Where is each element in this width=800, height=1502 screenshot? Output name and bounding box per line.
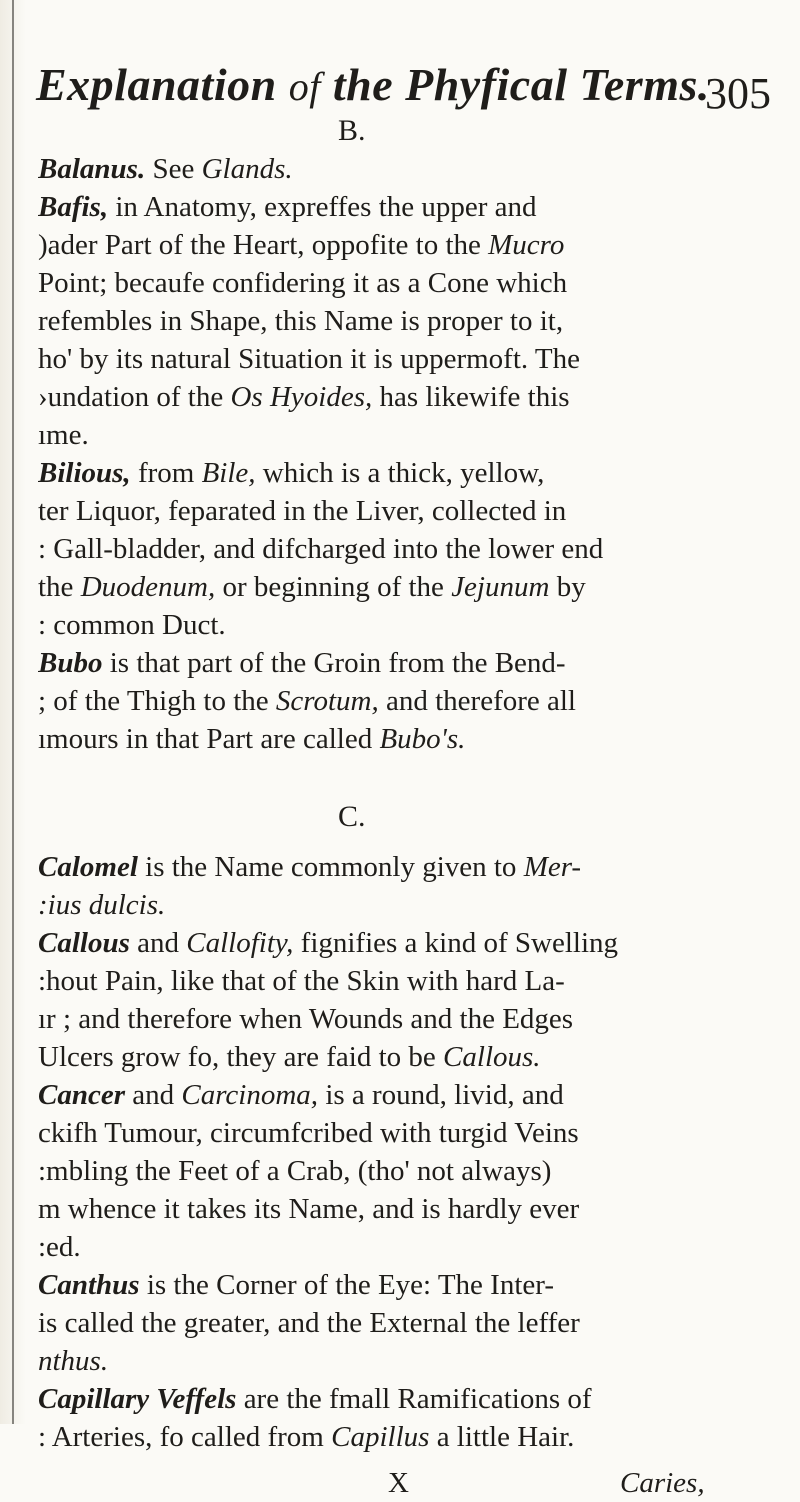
section-letter-c: C. bbox=[338, 800, 366, 833]
line-text: : Gall-bladder, and difcharged into the lower end bbox=[38, 533, 604, 565]
text-line bbox=[38, 226, 798, 264]
line-text: : common Duct. bbox=[38, 609, 226, 641]
line-text: the bbox=[38, 571, 81, 603]
text-line bbox=[38, 1380, 798, 1418]
italic-word: nthus. bbox=[38, 1345, 109, 1377]
italic-word: Jejunum bbox=[451, 571, 550, 603]
line-text: ter Liquor, feparated in the Liver, collected in bbox=[38, 495, 567, 527]
line-text: are the fmall Ramifications of bbox=[236, 1383, 592, 1415]
line-text: is that part of the Groin from the Bend- bbox=[102, 647, 566, 679]
catchword: Caries, bbox=[620, 1467, 705, 1499]
text-line bbox=[38, 682, 798, 720]
line-text: ckifh Tumour, circumfcribed with turgid Veins bbox=[38, 1117, 579, 1149]
entry-term: Callous bbox=[38, 927, 130, 959]
text-line bbox=[38, 848, 798, 886]
text-line bbox=[38, 1342, 798, 1380]
entry-term: Bafis, bbox=[38, 191, 109, 223]
text-line bbox=[38, 416, 798, 454]
gutter-rule bbox=[12, 0, 14, 1424]
line-text: : Arteries, fo called from bbox=[38, 1421, 332, 1453]
italic-word: Mucro bbox=[488, 229, 565, 261]
text-line bbox=[38, 886, 798, 924]
line-text: :hout Pain, like that of the Skin with hard La- bbox=[38, 965, 565, 997]
line-text: :mbling the Feet of a Crab, (tho' not always) bbox=[38, 1155, 552, 1187]
line-text: from bbox=[130, 457, 202, 489]
line-text: ho' by its natural Situation it is uppermoft. The bbox=[38, 343, 580, 375]
line-text: ıme. bbox=[38, 419, 89, 451]
line-text: or beginning of the bbox=[215, 571, 452, 603]
running-head-of: of bbox=[288, 64, 321, 109]
text-line bbox=[38, 720, 798, 758]
entry-term: Balanus. bbox=[38, 153, 146, 185]
line-text: ımours in that Part are called bbox=[38, 723, 380, 755]
italic-word: Os Hyoides, bbox=[230, 381, 373, 413]
italic-word: :ius dulcis. bbox=[38, 889, 166, 921]
italic-word: Duodenum, bbox=[80, 571, 216, 603]
text-line bbox=[38, 302, 798, 340]
italic-word: Callous. bbox=[443, 1041, 541, 1073]
entry-term: Bubo bbox=[38, 647, 103, 679]
text-line bbox=[38, 378, 798, 416]
line-text: in Anatomy, expreffes the upper and bbox=[108, 191, 537, 223]
line-text: is the Name commonly given to bbox=[137, 851, 524, 883]
line-text: m whence it takes its Name, and is hardly ever bbox=[38, 1193, 580, 1225]
text-line bbox=[38, 1152, 798, 1190]
running-head-part2: the Phyfical Terms. bbox=[332, 59, 710, 110]
page-number: 305 bbox=[705, 69, 771, 118]
line-text: is a round, livid, and bbox=[318, 1079, 564, 1111]
text-line bbox=[38, 1266, 798, 1304]
line-text: refembles in Shape, this Name is proper to it, bbox=[38, 305, 564, 337]
line-text: :ed. bbox=[38, 1231, 81, 1263]
italic-word: Capillus bbox=[331, 1421, 430, 1453]
running-head-part1: Explanation bbox=[36, 59, 277, 110]
entry-term: Canthus bbox=[38, 1269, 140, 1301]
line-text: and therefore all bbox=[378, 685, 576, 717]
text-line bbox=[38, 1190, 798, 1228]
text-line bbox=[38, 492, 798, 530]
italic-word: Mer- bbox=[523, 851, 582, 883]
line-text: a little Hair. bbox=[429, 1421, 575, 1453]
line-text: by bbox=[549, 571, 586, 603]
line-text: ; of the Thigh to the bbox=[38, 685, 276, 717]
line-text: fignifies a kind of Swelling bbox=[293, 927, 618, 959]
line-text: is called the greater, and the External the leffer bbox=[38, 1307, 580, 1339]
text-line bbox=[38, 1038, 798, 1076]
section-letter-b: B. bbox=[338, 114, 366, 147]
italic-word: Callofity, bbox=[186, 927, 294, 959]
entry-term: Bilious, bbox=[38, 457, 131, 489]
italic-word: Glands. bbox=[201, 153, 293, 185]
line-text: and bbox=[129, 927, 187, 959]
line-text: Ulcers grow fo, they are faid to be bbox=[38, 1041, 444, 1073]
line-text: which is a thick, yellow, bbox=[255, 457, 545, 489]
line-text: ır ; and therefore when Wounds and the Edges bbox=[38, 1003, 574, 1035]
text-line bbox=[38, 150, 798, 188]
text-line bbox=[38, 530, 798, 568]
text-line bbox=[38, 1114, 798, 1152]
footer-line bbox=[60, 1464, 780, 1502]
italic-word: Scrotum, bbox=[275, 685, 379, 717]
text-line bbox=[38, 568, 798, 606]
entry-term: Cancer bbox=[38, 1079, 125, 1111]
text-line bbox=[38, 606, 798, 644]
text-line bbox=[38, 962, 798, 1000]
text-line bbox=[38, 1076, 798, 1114]
signature-mark-text: X bbox=[388, 1467, 409, 1499]
text-line bbox=[38, 454, 798, 492]
text-line bbox=[38, 1304, 798, 1342]
line-text: has likewife this bbox=[372, 381, 570, 413]
section-b-text bbox=[38, 150, 798, 758]
section-c-text bbox=[38, 848, 798, 1456]
text-line bbox=[38, 264, 798, 302]
italic-word: Carcinoma, bbox=[181, 1079, 319, 1111]
text-line bbox=[38, 188, 798, 226]
line-text: ›undation of the bbox=[38, 381, 231, 413]
line-text: Point; becaufe confidering it as a Cone which bbox=[38, 267, 568, 299]
line-text: is the Corner of the Eye: The Inter- bbox=[139, 1269, 554, 1301]
running-head bbox=[36, 58, 710, 111]
text-line bbox=[38, 1228, 798, 1266]
line-text: and bbox=[125, 1079, 182, 1111]
text-line bbox=[38, 1000, 798, 1038]
line-text: See bbox=[145, 153, 202, 185]
entry-term: Capillary Veffels bbox=[38, 1383, 237, 1415]
text-line bbox=[38, 340, 798, 378]
entry-term: Calomel bbox=[38, 851, 138, 883]
text-line bbox=[38, 644, 798, 682]
line-text: )ader Part of the Heart, oppofite to the bbox=[38, 229, 489, 261]
italic-word: Bubo's. bbox=[379, 723, 466, 755]
text-line bbox=[38, 924, 798, 962]
italic-word: Bile, bbox=[201, 457, 256, 489]
